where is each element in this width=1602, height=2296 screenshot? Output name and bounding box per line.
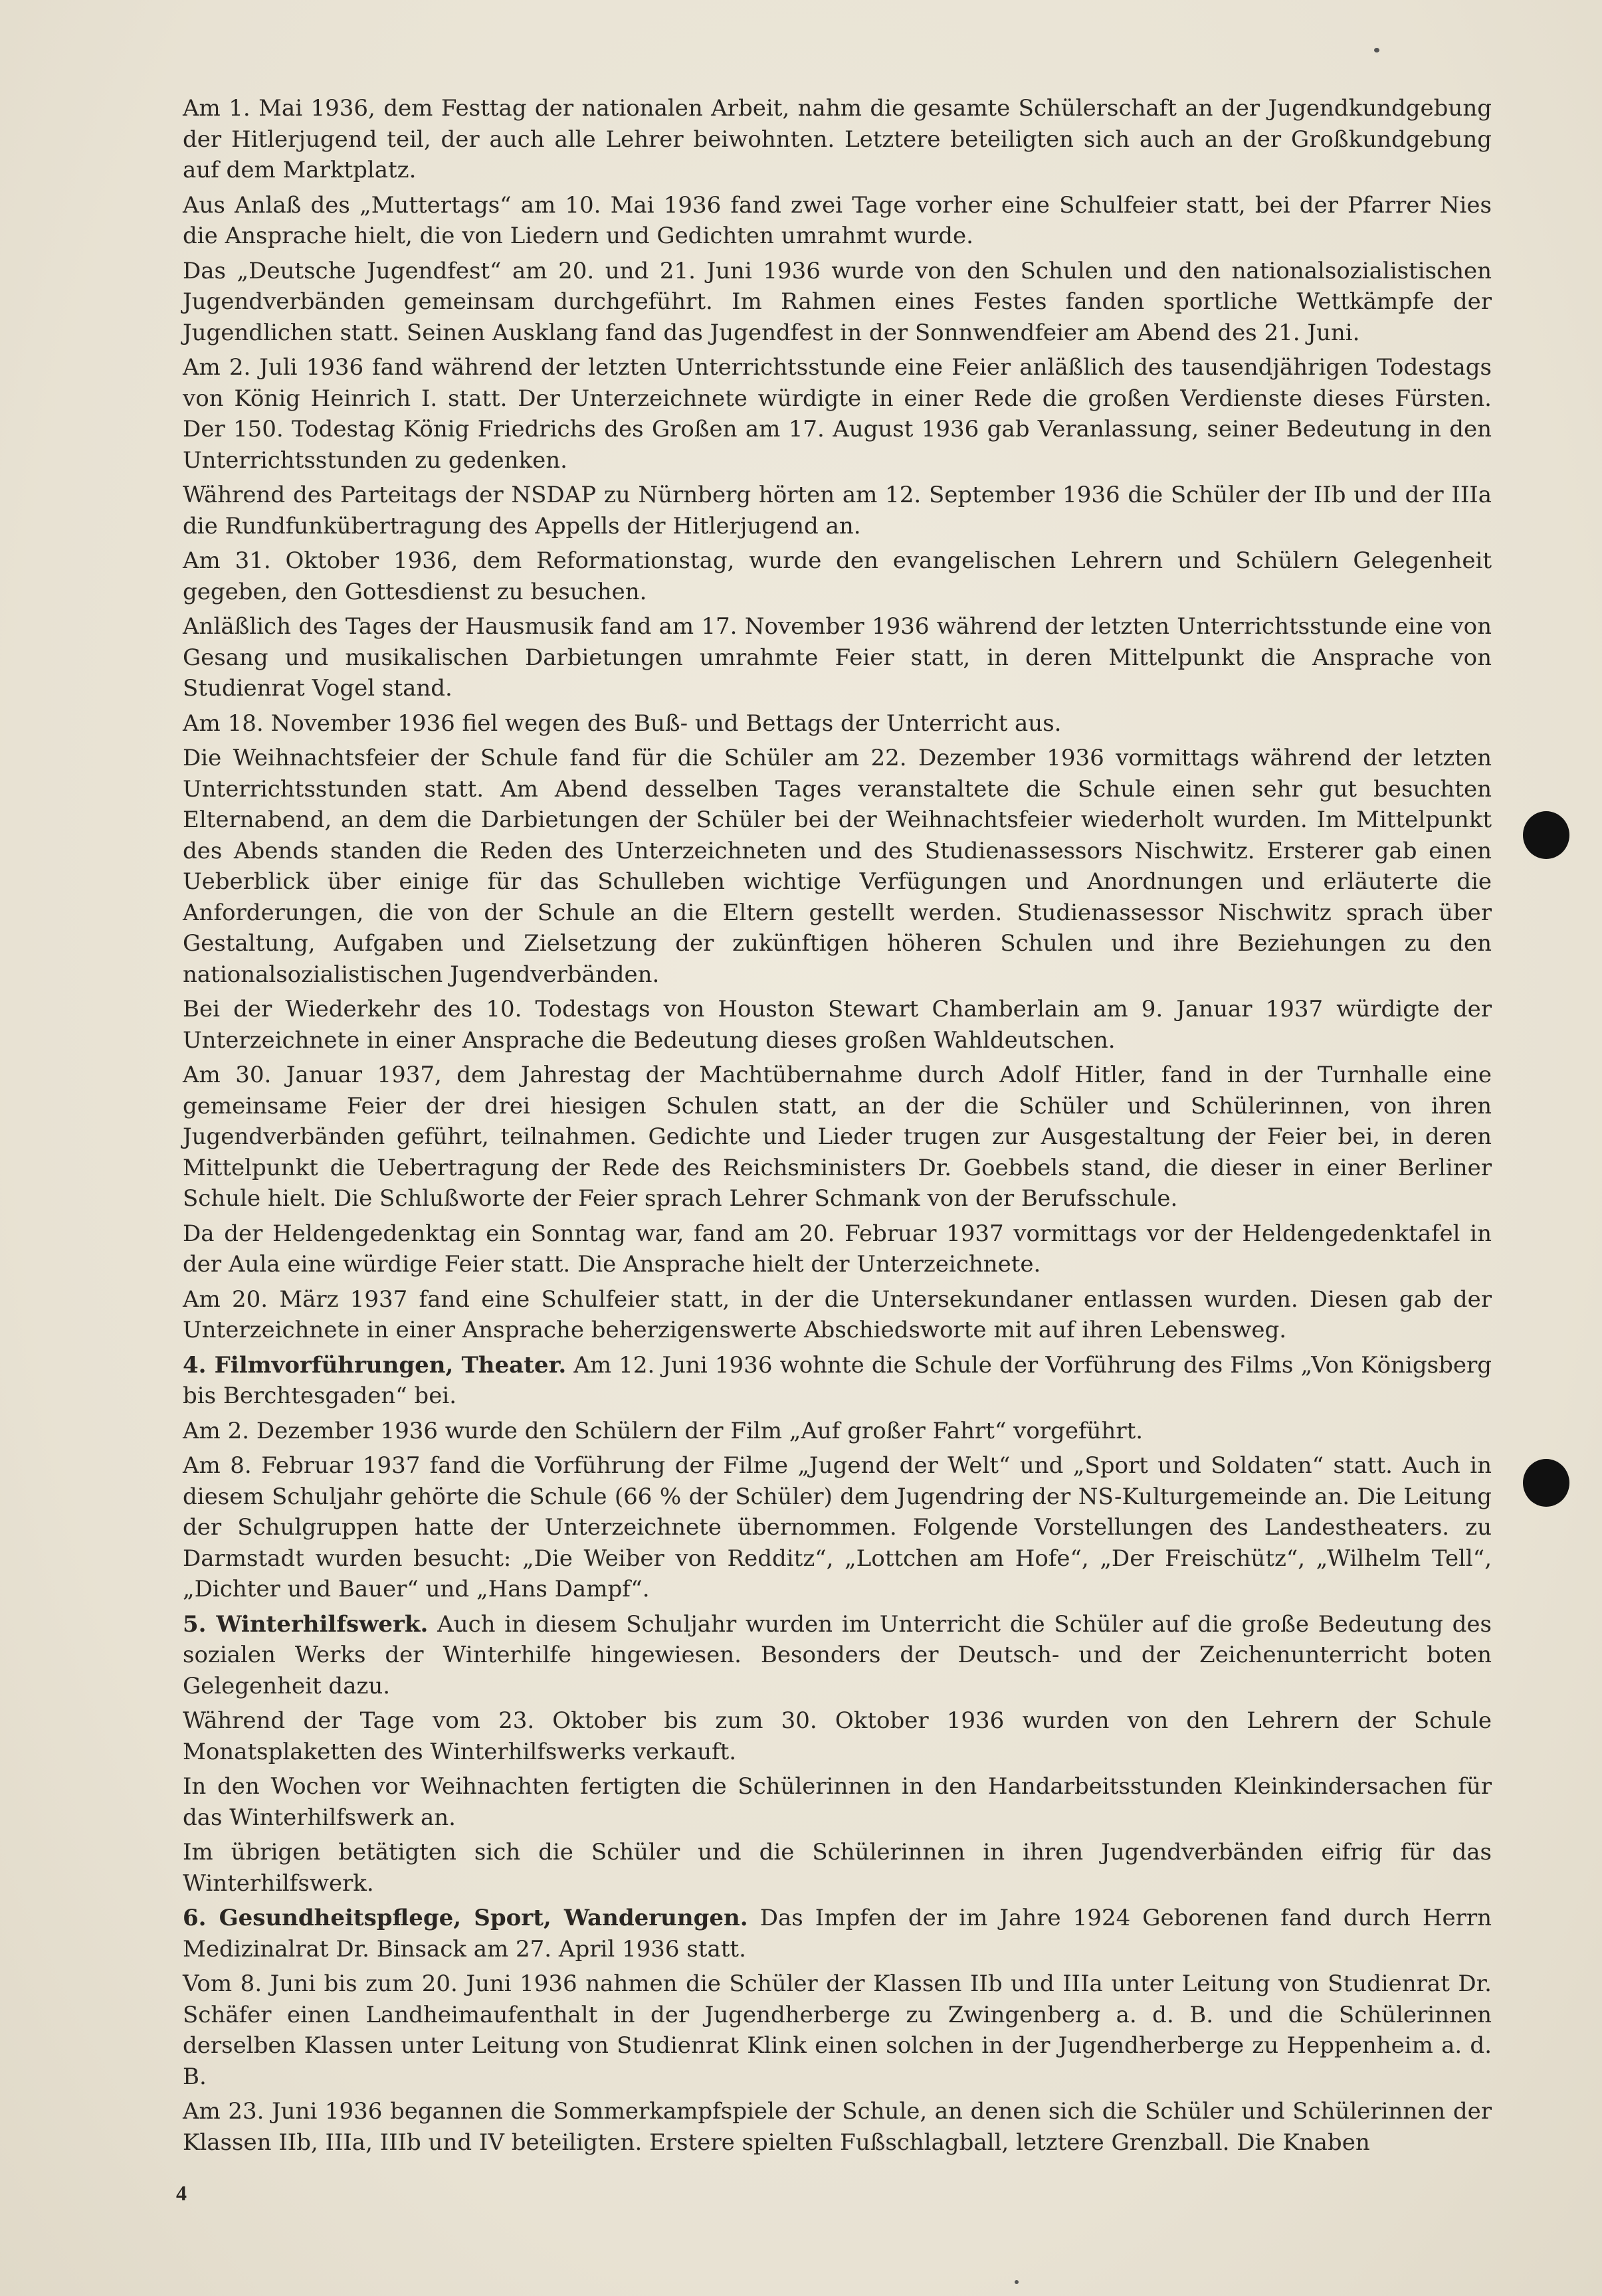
paragraph-film-dec: Am 2. Dezember 1936 wurde den Schülern der Film „Auf großer Fahrt“ vorgeführt. [183,1417,1144,1444]
punch-hole [1523,811,1569,859]
paper-speck [1015,2280,1019,2284]
paragraph-january-30: Am 30. Januar 1937, dem Jahrestag der Machtübernahme durch Adolf Hitler, fand in der Turnhalle eine gemeinsame Feier der drei hiesigen Schulen statt, an der die Schüler und Schülerinnen, von ihren Jugendverbänden geführt, teilnahmen. Gedichte und Lieder trugen zur Ausgestaltung der Feier bei, in deren Mittelpunkt die Uebertragung der Rede des Reichsministers Dr. Goebbels stand, die dieser in einer Berliner Schule hielt. Die Schlußworte der Feier sprach Lehrer Schmank von der Berufsschule. [183,1062,1492,1212]
section-6 [183,1903,1492,1964]
paragraph-landheim: Vom 8. Juni bis zum 20. Juni 1936 nahmen die Schüler der Klassen IIb und IIIa unter Leitung von Studienrat Dr. Schäfer einen Landheimaufenthalt in der Jugendherberge zu Zwingenberg a. d. B. und die Schülerinnen derselben Klassen unter Leitung von Studienrat Klink einen solchen in der Jugendherberge zu Heppenheim a. d. B. [183,1970,1492,2090]
paragraph-heroes-day: Da der Heldengedenktag ein Sonntag war, fand am 20. Februar 1937 vormittags vor der Heldengedenktafel in der Aula eine würdige Feier statt. Die Ansprache hielt der Unterzeichnete. [183,1220,1492,1278]
paragraph-repentance-day: Am 18. November 1936 fiel wegen des Buß- und Bettags der Unterricht aus. [183,710,1062,737]
paragraph-heinrich: Am 2. Juli 1936 fand während der letzten Unterrichtsstunde eine Feier anläßlich des tausendjährigen Todestags von König Heinrich I. statt. Der Unterzeichnete würdigte in einer Rede die großen Verdienste dieses Fürsten. Der 150. Todestag König Friedrichs des Großen am 17. August 1936 gab Veranlassung, seiner Bedeutung in den Unterrichtsstunden zu gedenken. [183,354,1492,474]
paragraph-winter-aid: Im übrigen betätigten sich die Schüler und die Schülerinnen in ihren Jugendverbänden eifrig für das Winterhilfswerk. [183,1839,1492,1897]
section-4-heading: 4. Filmvorführungen, Theater. [183,1351,567,1379]
paragraph-youth-festival: Das „Deutsche Jugendfest“ am 20. und 21. Juni 1936 wurde von den Schulen und den nationalsozialistischen Jugendverbänden gemeinsam durchgeführt. Im Rahmen eines Festes fanden sportliche Wettkämpfe der Jugendlichen statt. Seinen Ausklang fand das Jugendfest in der Sonnwendfeier am Abend des 21. Juni. [183,257,1492,346]
section-6-heading: 6. Gesundheitspflege, Sport, Wanderungen. [183,1905,748,1931]
paragraph-chamberlain: Bei der Wiederkehr des 10. Todestags von Houston Stewart Chamberlain am 9. Januar 1937 würdigte der Unterzeichnete in einer Ansprache die Bedeutung dieses großen Wahldeutschen. [183,996,1492,1054]
section-5-text: Auch in diesem Schuljahr wurden im Unterricht die Schüler auf die große Bedeutung des sozialen Werks der Winterhilfe hingewiesen. Besonders der Deutsch- und der Zeichenunterricht boten Gelegenheit dazu. [183,1610,1492,1699]
paragraph-reformation-day: Am 31. Oktober 1936, dem Reformationstag, wurde den evangelischen Lehrern und Schülern Gelegenheit gegeben, den Gottesdienst zu besuchen. [183,547,1492,605]
paragraph-summer-games: Am 23. Juni 1936 begannen die Sommerkampfspiele der Schule, an denen sich die Schüler und Schülerinnen der Klassen IIb, IIIa, IIIb und IV beteiligten. Erstere spielten Fußschlagball, letztere Grenzball. Die Knaben [183,2098,1492,2156]
paragraph-may-day: Am 1. Mai 1936, dem Festtag der nationalen Arbeit, nahm die gesamte Schülerschaft an der Jugendkundgebung der Hitlerjugend teil, der auch alle Lehrer beiwohnten. Letztere beteiligten sich auch an der Großkundgebung auf dem Marktplatz. [183,95,1492,183]
paragraph-party-rally: Während des Parteitags der NSDAP zu Nürnberg hörten am 12. September 1936 die Schüler der IIb und der IIIa die Rundfunkübertragung des Appells der Hitlerjugend an. [183,482,1492,539]
section-4-text: Am 12. Juni 1936 wohnte die Schule der Vorführung des Films „Von Königsberg bis Berchtesgaden“ bei. [183,1351,1492,1409]
paragraph-films-feb: Am 8. Februar 1937 fand die Vorführung der Filme „Jugend der Welt“ und „Sport und Soldaten“ statt. Auch in diesem Schuljahr gehörte die Schule (66 % der Schüler) dem Jugendring der NS-Kulturgemeinde an. Die Leitung der Schulgruppen hatte der Unterzeichnete übernommen. Folgende Vorstellungen des Landestheaters. zu Darmstadt wurden besucht: „Die Weiber von Redditz“, „Lottchen am Hofe“, „Der Freischütz“, „Wilhelm Tell“, „Dichter und Bauer“ und „Hans Dampf“. [183,1452,1492,1602]
section-5-heading: 5. Winterhilfswerk. [183,1610,429,1638]
paragraph-mothers-day: Aus Anlaß des „Muttertags“ am 10. Mai 1936 fand zwei Tage vorher eine Schulfeier statt, bei der Pfarrer Nies die Ansprache hielt, die von Liedern und Gedichten umrahmt wurde. [183,191,1492,249]
page-number: 4 [176,2181,187,2205]
paragraph-march-20: Am 20. März 1937 fand eine Schulfeier statt, in der die Untersekundaner entlassen wurden. Diesen gab der Unterzeichnete in einer Ansprache beherzigenswerte Abschiedsworte mit auf ihren Lebensweg. [183,1286,1492,1343]
paragraph-plaques: Während der Tage vom 23. Oktober bis zum 30. Oktober 1936 wurden von den Lehrern der Schule Monatsplaketten des Winterhilfswerks verkauft. [183,1707,1492,1765]
paragraph-house-music: Anläßlich des Tages der Hausmusik fand am 17. November 1936 während der letzten Unterrichtsstunde eine von Gesang und musikalischen Darbietungen umrahmte Feier statt, in deren Mittelpunkt die Ansprache von Studienrat Vogel stand. [183,613,1492,702]
paragraph-christmas: Die Weihnachtsfeier der Schule fand für die Schüler am 22. Dezember 1936 vormittags während der letzten Unterrichtsstunden statt. Am Abend desselben Tages veranstaltete die Schule einen sehr gut besuchten Elternabend, an dem die Darbietungen der Schüler bei der Weihnachtsfeier wiederholt wurden. Im Mittelpunkt des Abends standen die Reden des Unterzeichneten und des Studienassessors Nischwitz. Ersterer gab einen Ueberblick über einige für das Schulleben wichtige Verfügungen und Anordnungen und erläuterte die Anforderungen, die von der Schule an die Eltern gestellt werden. Studienassessor Nischwitz sprach über Gestaltung, Aufgaben und Zielsetzung der zukünftigen höheren Schulen und ihre Beziehungen zu den nationalsozialistischen Jugendverbänden. [183,745,1492,988]
section-6-text: Das Impfen der im Jahre 1924 Geborenen fand durch Herrn Medizinalrat Dr. Binsack am 27. April 1936 statt. [183,1905,1492,1962]
body-text [183,93,1492,2162]
paragraph-handicraft: In den Wochen vor Weihnachten fertigten die Schülerinnen in den Handarbeitsstunden Kleinkindersachen für das Winterhilfswerk an. [183,1773,1492,1831]
punch-hole [1523,1459,1569,1507]
section-5 [183,1609,1492,1702]
section-4 [183,1350,1492,1412]
paper-speck [1374,48,1379,52]
